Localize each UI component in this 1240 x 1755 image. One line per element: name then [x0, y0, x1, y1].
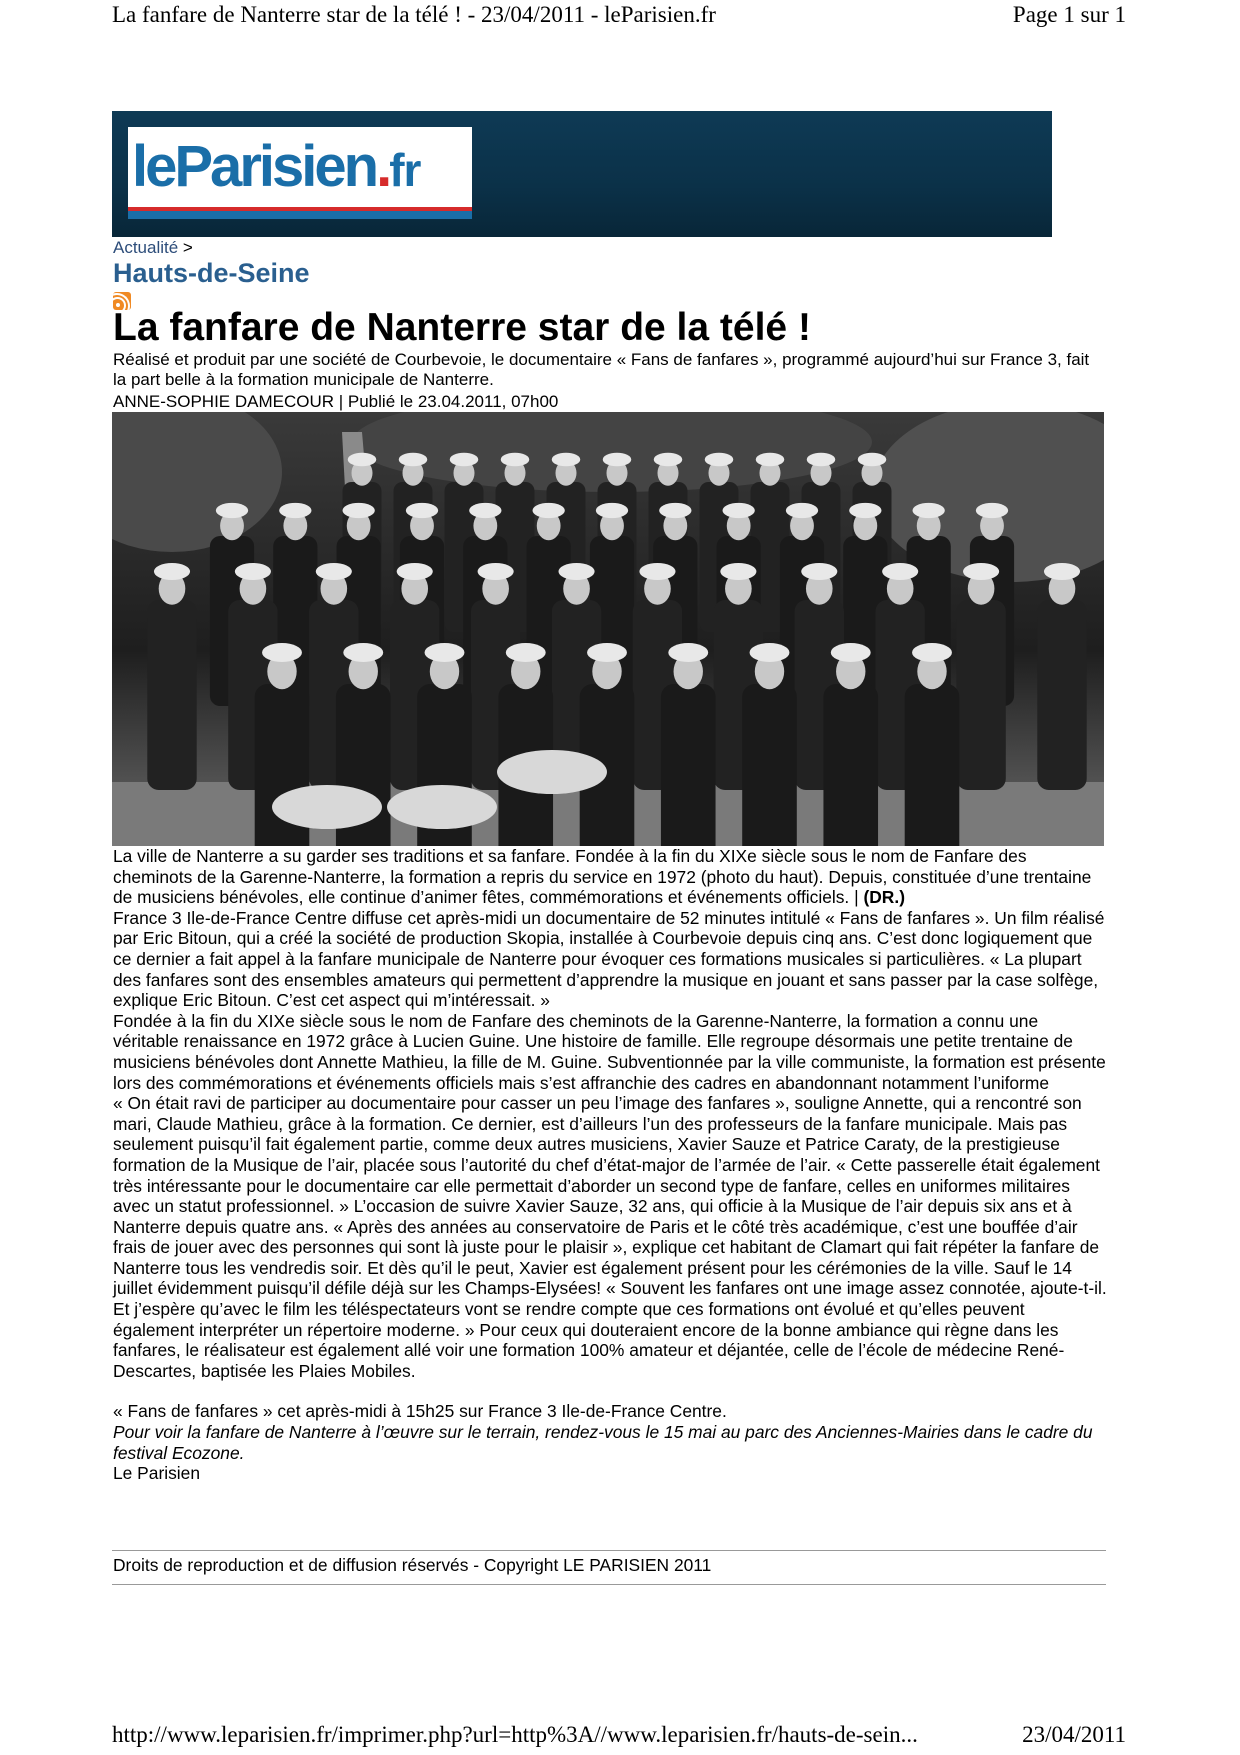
band-member-cap: [786, 503, 818, 518]
band-member-cap: [705, 453, 734, 467]
band-member-body: [661, 684, 716, 846]
band-member-cap: [469, 503, 501, 518]
article-photo: [112, 412, 1104, 846]
band-member-cap: [976, 503, 1008, 518]
band-member-cap: [478, 563, 514, 580]
band-member-cap: [399, 453, 428, 467]
band-member-cap: [425, 643, 465, 662]
copyright-notice: Droits de reproduction et de diffusion réservés - Copyright LE PARISIEN 2011: [113, 1555, 712, 1575]
band-member-cap: [659, 503, 691, 518]
band-group-photo: [112, 412, 1104, 846]
band-member-cap: [216, 503, 248, 518]
logo-le: le: [132, 134, 175, 199]
article-signature: Le Parisien: [113, 1463, 201, 1484]
article-paragraph-2: Fondée à la fin du XIXe siècle sous le nom de Fanfare des cheminots de la Garenne-Nanterre, la formation a connu une véritable renaissance en 1972 grâce à Lucien Guine. Une histoire de famille. Elle regroupe désormais une petite trentaine de musiciens bénévoles dont Annette Mathieu, la fille de M. Guine. Subventionnée par la ville communiste, la formation est présente lors des commémorations et événements officiels mais s’est affranchie des cadres en abandonnant notamment l’uniforme: [113, 1010, 1106, 1093]
broadcast-info: « Fans de fanfares » cet après-midi à 15h25 sur France 3 Ile-de-France Centre.: [113, 1401, 727, 1422]
drum: [497, 750, 607, 794]
article-byline: ANNE-SOPHIE DAMECOUR | Publié le 23.04.2011, 07h00: [113, 392, 559, 411]
photo-caption: [113, 846, 1108, 908]
caption-text: La ville de Nanterre a su garder ses traditions et sa fanfare. Fondée à la fin du XIXe siècle sous le nom de Fanfare des cheminots de la Garenne-Nanterre, la formation a repris du service en 1972 (photo du haut). Depuis, constituée d’une trentaine de musiciens bénévoles, elle continue d’animer fêtes, commémorations et événements officiels. |: [113, 846, 1092, 908]
event-info: Pour voir la fanfare de Nanterre à l’œuvre sur le terrain, rendez-vous le 15 mai au parc des Anciennes-Mairies dans le cadre du festival Ecozone.: [113, 1422, 1093, 1463]
logo-fr: fr: [389, 144, 421, 196]
band-member-body: [742, 684, 797, 846]
band-member-cap: [450, 453, 479, 467]
band-member-cap: [501, 453, 530, 467]
band-member-cap: [654, 453, 683, 467]
logo-wordmark: [132, 127, 420, 207]
breadcrumb-actualite-link[interactable]: Actualité: [113, 238, 179, 257]
band-member-cap: [720, 563, 756, 580]
divider-top: [112, 1550, 1106, 1551]
band-member-body: [905, 684, 960, 846]
paragraph-gap: [113, 1381, 1108, 1401]
band-member-cap: [235, 563, 271, 580]
band-member-cap: [1044, 563, 1080, 580]
band-member-cap: [756, 453, 785, 467]
band-member-cap: [533, 503, 565, 518]
print-footer-url: http://www.leparisien.fr/imprimer.php?url=http%3A//www.leparisien.fr/hauts-de-sein...: [112, 1722, 918, 1747]
band-member-cap: [801, 563, 837, 580]
band-member-cap: [348, 453, 377, 467]
breadcrumb-separator: >: [178, 238, 193, 257]
band-member-body: [823, 684, 878, 846]
band-member-cap: [723, 503, 755, 518]
band-member-cap: [552, 453, 581, 467]
band-member-cap: [587, 643, 627, 662]
drum: [272, 785, 382, 829]
band-member-body: [1037, 600, 1086, 790]
logo-blue-stripe: [128, 211, 472, 219]
band-member-cap: [882, 563, 918, 580]
band-member-cap: [316, 563, 352, 580]
divider-bottom: [112, 1584, 1106, 1585]
breadcrumb: [113, 238, 193, 258]
article-lead: Réalisé et produit par une société de Courbevoie, le documentaire « Fans de fanfares », programmé aujourd’hui sur France 3, fait la part belle à la formation municipale de Nanterre.: [113, 350, 1090, 389]
band-member-cap: [154, 563, 190, 580]
band-member-cap: [397, 563, 433, 580]
drum: [387, 785, 497, 829]
article-title: La fanfare de Nanterre star de la télé !: [113, 306, 811, 349]
caption-credit: (DR.): [863, 887, 905, 908]
band-member-cap: [279, 503, 311, 518]
band-member-cap: [603, 453, 632, 467]
print-header-page-number: Page 1 sur 1: [1012, 2, 1126, 27]
band-member-cap: [596, 503, 628, 518]
band-member-cap: [912, 643, 952, 662]
logo-parisien: Parisien: [174, 134, 377, 199]
band-member-cap: [343, 643, 383, 662]
leparisien-logo[interactable]: [128, 127, 472, 219]
band-member-cap: [343, 503, 375, 518]
band-member-cap: [750, 643, 790, 662]
article-paragraph-1: France 3 Ile-de-France Centre diffuse cet après-midi un documentaire de 52 minutes intitulé « Fans de fanfares ». Un film réalisé par Eric Bitoun, qui a créé la société de production Skopia, installée à Courbevoie depuis cinq ans. C’est donc logiquement que ce dernier a fait appel à la fanfare municipale de Nanterre pour évoquer ces formations musicales si particulières. « La plupart des fanfares sont des ensembles amateurs qui permettent d’apprendre la musique en jouant et sans passer par la case solfège, explique Eric Bitoun. C’est cet aspect qui m’intéressait. »: [113, 907, 1105, 1011]
logo-dot: .: [376, 134, 390, 199]
print-footer-date: 23/04/2011: [1022, 1722, 1126, 1747]
article-body: [113, 846, 1108, 1484]
band-member-cap: [963, 563, 999, 580]
band-member-cap: [849, 503, 881, 518]
section-title[interactable]: Hauts-de-Seine: [113, 258, 310, 288]
band-member-cap: [406, 503, 438, 518]
band-member-cap: [558, 563, 594, 580]
band-member-cap: [858, 453, 887, 467]
article-paragraph-3: « On était ravi de participer au documentaire pour casser un peu l’image des fanfares », souligne Annette, qui a rencontré son mari, Claude Mathieu, grâce à la formation. Ce dernier, est d’ailleurs l’un des professeurs de la fanfare municipale. Mais pas seulement puisqu’il fait également partie, comme deux autres musiciens, Xavier Sauze et Patrice Caraty, de la prestigieuse formation de la Musique de l’air, placée sous l’autorité du chef d’état-major de l’armée de l’air. « Cette passerelle était également très intéressante pour le documentaire car elle permettait d’aborder un second type de fanfare, celles en uniformes militaires avec un statut professionnel. » L’occasion de suivre Xavier Sauze, 32 ans, qui officie à la Musique de l’air depuis six ans et à Nanterre depuis quatre ans. « Après des années au conservatoire de Paris et le côté très académique, c’est une bouffée d’air frais de jouer avec des personnes qui sont là juste pour le plaisir », explique cet habitant de Clamart qui fait répéter la fanfare de Nanterre tous les vendredis soir. Et dès qu’il le peut, Xavier est également présent pour les cérémonies de la ville. Sauf le 14 juillet évidemment puisqu’il défile déjà sur les Champs-Elysées! « Souvent les fanfares ont une image assez connotée, ajoute-t-il. Et j’espère qu’avec le film les téléspectateurs vont se rendre compte que ces formations ont évolué et qu’elles peuvent également interpréter un répertoire moderne. » Pour ceux qui douteraient encore de la bonne ambiance qui règne dans les fanfares, le réalisateur est également allé voir une formation 100% amateur et déjantée, celle de l’école de médecine René-Descartes, baptisée les Plaies Mobiles.: [113, 1093, 1107, 1381]
band-member-cap: [913, 503, 945, 518]
band-member-cap: [807, 453, 836, 467]
print-header-title: La fanfare de Nanterre star de la télé ! - 23/04/2011 - leParisien.fr: [112, 2, 716, 27]
band-member-cap: [506, 643, 546, 662]
band-member-body: [147, 600, 196, 790]
band-member-body: [956, 600, 1005, 790]
band-member-cap: [639, 563, 675, 580]
site-banner: [112, 111, 1052, 237]
band-member-cap: [668, 643, 708, 662]
band-member-cap: [262, 643, 302, 662]
band-member-cap: [831, 643, 871, 662]
